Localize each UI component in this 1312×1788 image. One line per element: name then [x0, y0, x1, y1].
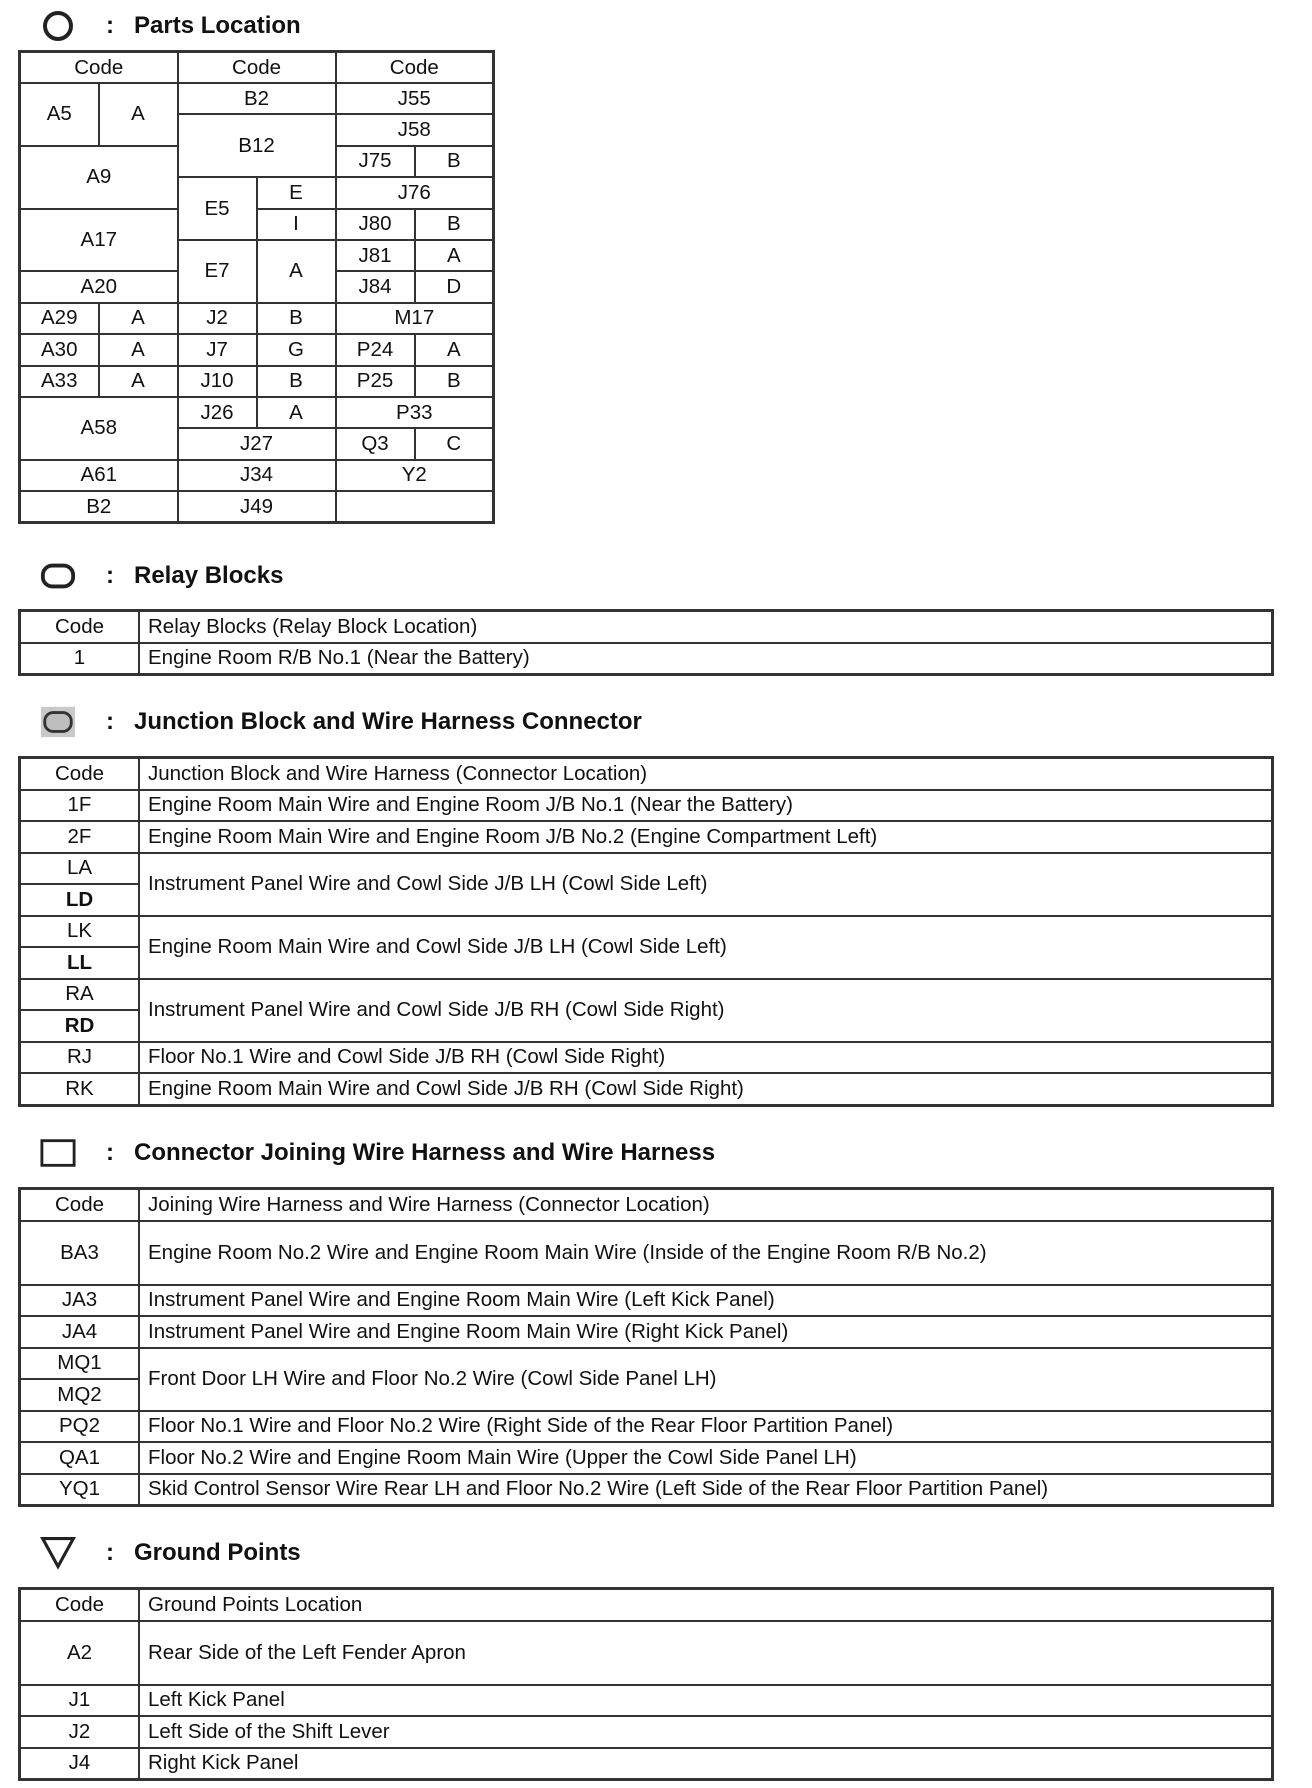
table-row	[20, 1474, 1273, 1506]
empty-cell	[336, 491, 494, 523]
part-code: B12	[178, 114, 336, 177]
part-suffix: A	[415, 240, 494, 271]
ground-points-title: Ground Points	[134, 1539, 301, 1566]
table-row	[20, 1716, 1273, 1748]
column-header-code: Code	[20, 758, 140, 790]
part-suffix: A	[257, 397, 336, 428]
part-code: J2	[178, 303, 257, 334]
table-row	[20, 1042, 1273, 1074]
part-code: P25	[336, 366, 415, 397]
connector-code: JA3	[20, 1285, 140, 1317]
junction-location: Instrument Panel Wire and Cowl Side J/B RH (Cowl Side Right)	[139, 979, 1273, 1042]
part-code: A17	[20, 209, 178, 272]
ground-code: J4	[20, 1748, 140, 1780]
junction-location: Instrument Panel Wire and Cowl Side J/B LH (Cowl Side Left)	[139, 853, 1273, 916]
part-suffix: B	[415, 209, 494, 240]
part-code: Y2	[336, 460, 494, 491]
table-row	[20, 1285, 1273, 1317]
table-row	[20, 1685, 1273, 1717]
parts-location-heading	[40, 6, 301, 46]
connector-location: Skid Control Sensor Wire Rear LH and Floor No.2 Wire (Left Side of the Rear Floor Partition Panel)	[139, 1474, 1273, 1506]
part-code: A33	[20, 366, 99, 397]
part-code: J7	[178, 334, 257, 365]
part-code: A5	[20, 83, 99, 146]
connector-code: BA3	[20, 1221, 140, 1285]
part-code: J58	[336, 114, 494, 145]
connector-code: QA1	[20, 1442, 140, 1474]
connector-location: Front Door LH Wire and Floor No.2 Wire (Cowl Side Panel LH)	[139, 1348, 1273, 1411]
circle-symbol-icon	[40, 8, 76, 44]
table-row	[20, 821, 1273, 853]
junction-code: RD	[20, 1010, 140, 1042]
junction-block-heading	[40, 702, 642, 742]
heading-colon: :	[106, 562, 114, 589]
part-code: J81	[336, 240, 415, 271]
connector-location: Engine Room No.2 Wire and Engine Room Main Wire (Inside of the Engine Room R/B No.2)	[139, 1221, 1273, 1285]
square-symbol-icon	[40, 1135, 76, 1171]
heading-colon: :	[106, 1539, 114, 1566]
heading-colon: :	[106, 12, 114, 39]
relay-blocks-table	[18, 609, 1274, 676]
table-header: Code	[336, 52, 494, 84]
part-suffix: A	[257, 240, 336, 303]
connector-location: Floor No.1 Wire and Floor No.2 Wire (Right Side of the Rear Floor Partition Panel)	[139, 1411, 1273, 1443]
junction-code: RK	[20, 1073, 140, 1105]
table-row	[20, 979, 1273, 1011]
junction-code: LK	[20, 916, 140, 948]
part-code: B2	[20, 491, 178, 523]
table-row	[20, 1621, 1273, 1685]
part-code: J10	[178, 366, 257, 397]
parts-location-table	[18, 50, 495, 524]
connector-joining-heading	[40, 1133, 715, 1173]
ground-location: Left Side of the Shift Lever	[139, 1716, 1273, 1748]
ground-location: Rear Side of the Left Fender Apron	[139, 1621, 1273, 1685]
column-header-location: Joining Wire Harness and Wire Harness (Connector Location)	[139, 1189, 1273, 1221]
part-suffix: B	[257, 366, 336, 397]
part-code: B2	[178, 83, 336, 114]
junction-location: Engine Room Main Wire and Cowl Side J/B RH (Cowl Side Right)	[139, 1073, 1273, 1105]
column-header-code: Code	[20, 611, 140, 643]
part-code: J34	[178, 460, 336, 491]
part-suffix: G	[257, 334, 336, 365]
heading-colon: :	[106, 1139, 114, 1166]
part-code: J49	[178, 491, 336, 523]
table-row	[20, 1316, 1273, 1348]
junction-code: RJ	[20, 1042, 140, 1074]
column-header-code: Code	[20, 1589, 140, 1621]
part-code: A20	[20, 271, 178, 302]
ground-location: Right Kick Panel	[139, 1748, 1273, 1780]
part-code: J75	[336, 146, 415, 177]
column-header-location: Junction Block and Wire Harness (Connector Location)	[139, 758, 1273, 790]
part-code: M17	[336, 303, 494, 334]
relay-blocks-title: Relay Blocks	[134, 562, 284, 589]
table-header: Code	[20, 52, 178, 84]
part-suffix: A	[99, 366, 178, 397]
connector-code: MQ1	[20, 1348, 140, 1380]
junction-code: LD	[20, 884, 140, 916]
connector-joining-title: Connector Joining Wire Harness and Wire Harness	[134, 1139, 716, 1166]
part-suffix: A	[415, 334, 494, 365]
part-suffix: D	[415, 271, 494, 302]
column-header-location: Relay Blocks (Relay Block Location)	[139, 611, 1273, 643]
part-suffix: B	[415, 146, 494, 177]
ground-code: A2	[20, 1621, 140, 1685]
connector-joining-table	[18, 1187, 1274, 1507]
connector-location: Instrument Panel Wire and Engine Room Main Wire (Right Kick Panel)	[139, 1316, 1273, 1348]
junction-code: 1F	[20, 790, 140, 822]
heading-colon: :	[106, 708, 114, 735]
triangle-symbol-icon	[40, 1535, 76, 1571]
table-row	[20, 1748, 1273, 1780]
part-code: E5	[178, 177, 257, 240]
part-code: J55	[336, 83, 494, 114]
ground-points-heading	[40, 1533, 301, 1573]
part-code: P33	[336, 397, 494, 428]
table-row	[20, 1442, 1273, 1474]
junction-location: Engine Room Main Wire and Engine Room J/B No.1 (Near the Battery)	[139, 790, 1273, 822]
ground-code: J2	[20, 1716, 140, 1748]
table-row	[20, 1221, 1273, 1285]
table-header: Code	[178, 52, 336, 84]
table-row	[20, 916, 1273, 948]
part-suffix: A	[99, 83, 178, 146]
column-header-location: Ground Points Location	[139, 1589, 1273, 1621]
connector-code: PQ2	[20, 1411, 140, 1443]
junction-code: LA	[20, 853, 140, 885]
part-code: J80	[336, 209, 415, 240]
ground-location: Left Kick Panel	[139, 1685, 1273, 1717]
junction-block-table	[18, 756, 1274, 1107]
part-code: J26	[178, 397, 257, 428]
part-suffix: B	[257, 303, 336, 334]
connector-location: Floor No.2 Wire and Engine Room Main Wire (Upper the Cowl Side Panel LH)	[139, 1442, 1273, 1474]
column-header-code: Code	[20, 1189, 140, 1221]
relay-location: Engine Room R/B No.1 (Near the Battery)	[139, 643, 1273, 675]
part-code: Q3	[336, 428, 415, 459]
junction-block-title: Junction Block and Wire Harness Connector	[134, 708, 642, 735]
part-code: P24	[336, 334, 415, 365]
rounded-rect-symbol-icon	[40, 558, 76, 594]
table-row	[20, 1348, 1273, 1380]
junction-code: LL	[20, 947, 140, 979]
connector-location: Instrument Panel Wire and Engine Room Main Wire (Left Kick Panel)	[139, 1285, 1273, 1317]
relay-code: 1	[20, 643, 140, 675]
part-code: A29	[20, 303, 99, 334]
part-code: J27	[178, 428, 336, 459]
part-code: A9	[20, 146, 178, 209]
table-row	[20, 790, 1273, 822]
part-suffix: B	[415, 366, 494, 397]
part-suffix: A	[99, 303, 178, 334]
table-row	[20, 1073, 1273, 1105]
connector-code: JA4	[20, 1316, 140, 1348]
part-suffix: E	[257, 177, 336, 208]
junction-location: Engine Room Main Wire and Engine Room J/B No.2 (Engine Compartment Left)	[139, 821, 1273, 853]
part-code: J84	[336, 271, 415, 302]
ground-code: J1	[20, 1685, 140, 1717]
part-code: A58	[20, 397, 178, 460]
junction-location: Floor No.1 Wire and Cowl Side J/B RH (Cowl Side Right)	[139, 1042, 1273, 1074]
connector-code: YQ1	[20, 1474, 140, 1506]
table-row	[20, 853, 1273, 885]
table-row	[20, 1411, 1273, 1443]
shaded-rounded-rect-symbol-icon	[40, 704, 76, 740]
part-code: A61	[20, 460, 178, 491]
parts-location-title: Parts Location	[134, 12, 301, 39]
junction-location: Engine Room Main Wire and Cowl Side J/B LH (Cowl Side Left)	[139, 916, 1273, 979]
part-code: A30	[20, 334, 99, 365]
junction-code: RA	[20, 979, 140, 1011]
connector-code: MQ2	[20, 1379, 140, 1411]
part-suffix: A	[99, 334, 178, 365]
part-suffix: C	[415, 428, 494, 459]
relay-blocks-heading	[40, 556, 283, 596]
part-code: J76	[336, 177, 494, 208]
part-code: E7	[178, 240, 257, 303]
ground-points-table	[18, 1587, 1274, 1781]
part-suffix: I	[257, 209, 336, 240]
table-row	[20, 643, 1273, 675]
junction-code: 2F	[20, 821, 140, 853]
